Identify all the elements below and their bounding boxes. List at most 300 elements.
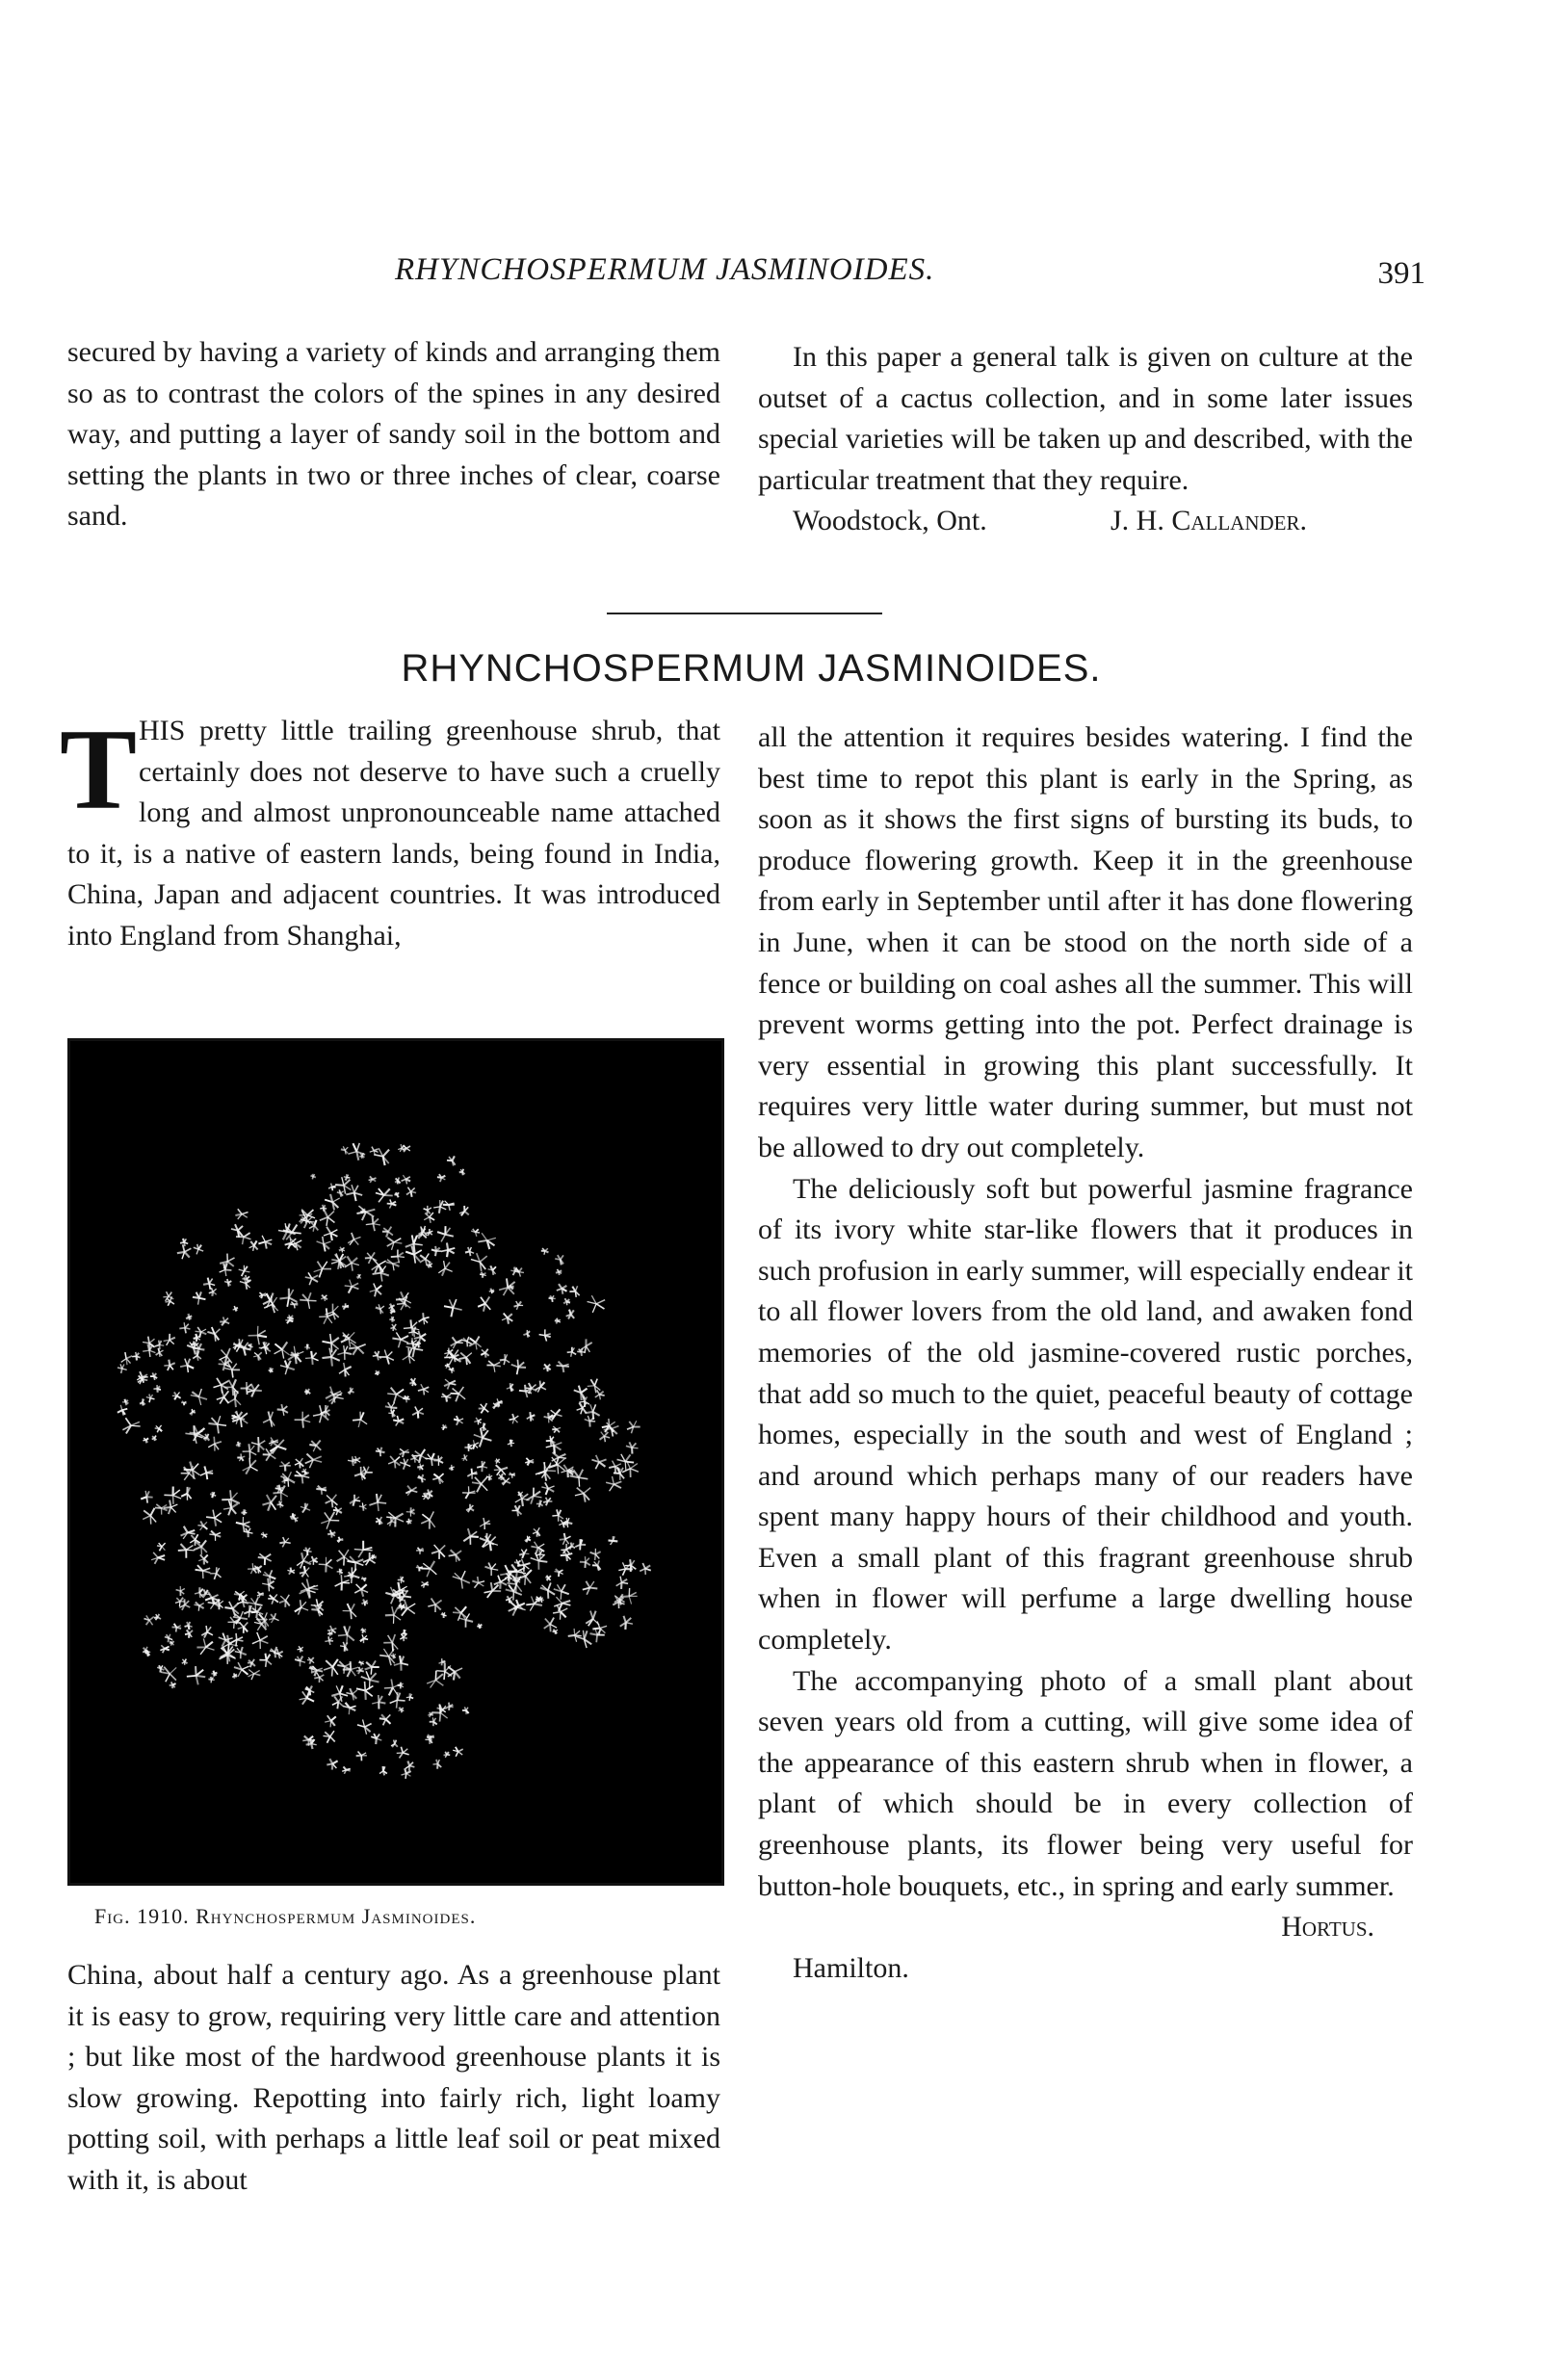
flower-speck xyxy=(606,1476,621,1491)
flower-speck xyxy=(201,1626,213,1638)
article-author: Hortus. xyxy=(1281,1911,1374,1944)
flower-speck xyxy=(241,1382,253,1395)
running-title: RHYNCHOSPERMUM JASMINOIDES. xyxy=(395,252,935,287)
flower-speck xyxy=(510,1414,519,1423)
flower-speck xyxy=(307,1657,314,1664)
flower-speck xyxy=(431,1545,445,1559)
flower-speck xyxy=(480,1272,486,1278)
flower-speck xyxy=(543,1498,552,1506)
flower-speck xyxy=(586,1404,600,1420)
flower-speck xyxy=(324,1659,338,1677)
flower-speck xyxy=(239,1265,250,1276)
flower-speck xyxy=(494,1465,508,1475)
flower-speck xyxy=(333,1507,342,1515)
flower-speck xyxy=(553,1630,558,1634)
flower-speck xyxy=(350,1495,360,1506)
flower-speck xyxy=(431,1246,441,1256)
flower-speck xyxy=(394,1192,399,1197)
flower-speck xyxy=(461,1454,467,1460)
flower-speck xyxy=(444,1299,462,1317)
flower-speck xyxy=(541,1482,554,1495)
flower-speck xyxy=(353,1412,367,1427)
flower-speck xyxy=(489,1289,494,1293)
flower-speck xyxy=(277,1501,284,1508)
flower-speck xyxy=(458,1353,471,1366)
flower-speck xyxy=(622,1461,639,1477)
flower-speck xyxy=(459,1206,469,1215)
flower-speck xyxy=(304,1389,310,1395)
flower-speck xyxy=(608,1536,617,1545)
flower-speck xyxy=(300,1690,314,1704)
flower-speck xyxy=(484,1582,502,1598)
article-opening-paragraph xyxy=(59,705,720,957)
flower-speck xyxy=(194,1602,203,1610)
flower-speck xyxy=(269,1613,278,1623)
flower-speck xyxy=(236,1517,250,1531)
flower-speck xyxy=(155,1425,162,1432)
flower-speck xyxy=(196,1565,211,1578)
flower-speck xyxy=(224,1279,231,1287)
flower-speck xyxy=(375,1370,379,1375)
flower-speck xyxy=(339,1363,352,1377)
flower-speck xyxy=(356,1682,373,1700)
flower-speck xyxy=(424,1206,431,1214)
flower-speck xyxy=(181,1487,192,1500)
flower-speck xyxy=(371,1734,381,1744)
flower-speck xyxy=(417,1464,424,1471)
flower-speck xyxy=(179,1322,190,1333)
flower-speck xyxy=(157,1665,164,1672)
article-right-column xyxy=(758,717,1413,1989)
flower-speck xyxy=(207,1327,220,1342)
flower-speck xyxy=(459,1169,465,1175)
flower-speck xyxy=(471,1253,487,1271)
flower-speck xyxy=(446,1703,454,1710)
flower-speck xyxy=(391,1740,398,1748)
flower-speck xyxy=(421,1561,436,1577)
flower-speck xyxy=(160,1645,169,1653)
flower-speck xyxy=(359,1502,367,1510)
flower-speck xyxy=(444,1347,453,1356)
flower-speck xyxy=(477,1461,487,1472)
flower-speck xyxy=(342,1766,351,1773)
flower-speck xyxy=(427,1262,432,1267)
flower-speck xyxy=(328,1184,336,1191)
flower-speck xyxy=(295,1657,305,1667)
flower-speck xyxy=(295,1458,303,1468)
flower-speck xyxy=(164,1334,175,1345)
flower-speck xyxy=(431,1704,447,1721)
flower-speck xyxy=(590,1549,601,1560)
flower-speck xyxy=(242,1509,248,1515)
flower-speck xyxy=(591,1455,606,1469)
previous-article-author: J. H. Callander. xyxy=(1111,505,1308,537)
flower-speck xyxy=(178,1544,195,1558)
flower-speck xyxy=(323,1731,334,1743)
flower-speck xyxy=(458,1613,473,1627)
flower-speck xyxy=(388,1456,400,1468)
previous-article-signature xyxy=(758,501,1413,542)
flower-speck xyxy=(194,1244,203,1255)
flower-speck xyxy=(243,1458,258,1474)
flower-speck xyxy=(150,1372,157,1379)
flower-speck xyxy=(309,1440,321,1451)
flower-speck xyxy=(405,1761,415,1771)
flower-speck xyxy=(237,1453,245,1461)
flower-speck xyxy=(386,1260,400,1271)
flower-speck xyxy=(399,1708,405,1712)
flower-speck xyxy=(219,1633,233,1647)
flower-speck xyxy=(400,1448,409,1457)
flower-speck xyxy=(466,1504,474,1512)
flower-speck xyxy=(280,1472,295,1486)
flower-speck xyxy=(441,1394,451,1401)
flower-speck xyxy=(337,1550,352,1566)
flower-speck xyxy=(453,1747,463,1757)
flower-speck xyxy=(575,1488,590,1502)
flower-speck xyxy=(298,1646,303,1652)
flower-speck xyxy=(563,1298,570,1305)
flower-speck xyxy=(432,1760,441,1769)
flower-speck xyxy=(586,1611,599,1627)
flower-speck xyxy=(253,1352,262,1360)
flower-speck xyxy=(583,1581,598,1595)
flower-speck xyxy=(235,1647,247,1658)
flower-speck xyxy=(392,1332,408,1347)
flower-speck xyxy=(258,1553,272,1565)
flower-speck xyxy=(257,1592,264,1598)
flower-speck xyxy=(580,1556,590,1568)
previous-article-place: Woodstock, Ont. xyxy=(793,505,987,537)
flower-speck xyxy=(486,1361,500,1372)
flower-speck xyxy=(508,1440,514,1447)
flower-speck xyxy=(282,1477,288,1484)
flower-speck xyxy=(209,1531,221,1541)
flower-speck xyxy=(220,1254,234,1269)
flower-speck xyxy=(502,1478,510,1485)
flower-speck xyxy=(290,1513,296,1519)
flower-speck xyxy=(321,1295,327,1301)
flower-speck xyxy=(541,1248,549,1255)
flower-speck xyxy=(390,1310,395,1315)
flower-speck xyxy=(324,1227,337,1240)
flower-speck xyxy=(361,1600,368,1606)
plant-photograph xyxy=(67,1038,724,1886)
flower-speck xyxy=(409,1378,416,1386)
flower-speck xyxy=(322,1348,339,1367)
flower-speck xyxy=(540,1582,555,1598)
flower-speck xyxy=(122,1399,128,1405)
flower-speck xyxy=(480,1518,490,1529)
flower-speck xyxy=(182,1659,188,1665)
flower-speck xyxy=(143,1508,156,1525)
flower-speck xyxy=(406,1187,416,1197)
flower-speck xyxy=(433,1200,446,1213)
article-place: Hamilton. xyxy=(793,1951,909,1984)
flower-speck xyxy=(370,1284,382,1297)
flower-speck xyxy=(185,1622,193,1630)
page-number: 391 xyxy=(1377,256,1425,291)
flower-speck xyxy=(416,1548,424,1554)
article-title: RHYNCHOSPERMUM JASMINOIDES. xyxy=(401,647,1102,690)
flower-speck xyxy=(244,1605,255,1618)
flower-speck xyxy=(279,1595,290,1607)
flower-speck xyxy=(208,1437,222,1451)
flower-speck xyxy=(575,1539,586,1550)
flower-speck xyxy=(153,1385,160,1393)
flower-speck xyxy=(424,1213,434,1223)
flower-speck xyxy=(251,1437,265,1452)
flower-speck xyxy=(214,1599,223,1609)
flower-speck xyxy=(349,1343,366,1355)
flower-speck xyxy=(585,1416,595,1426)
flower-speck xyxy=(231,1224,243,1237)
flower-speck xyxy=(447,1156,456,1165)
flower-speck xyxy=(164,1486,181,1503)
flower-speck xyxy=(406,1507,415,1516)
flower-speck xyxy=(290,1302,298,1309)
flower-speck xyxy=(391,1249,405,1263)
flower-speck xyxy=(193,1291,206,1304)
flower-speck xyxy=(305,1453,322,1468)
flower-speck xyxy=(176,1586,185,1596)
flower-speck xyxy=(441,1424,447,1430)
flower-speck xyxy=(543,1364,551,1371)
flower-speck xyxy=(280,1361,295,1375)
flower-speck xyxy=(279,1462,291,1472)
flower-speck xyxy=(369,1494,386,1511)
flower-speck xyxy=(389,1317,395,1322)
flower-speck xyxy=(561,1550,572,1561)
flower-speck xyxy=(332,1696,344,1709)
flower-speck xyxy=(217,1390,229,1404)
flower-speck xyxy=(616,1577,628,1589)
flower-speck xyxy=(346,1185,362,1201)
flower-speck xyxy=(236,1442,241,1448)
flower-speck xyxy=(481,1349,488,1358)
flower-speck xyxy=(454,1416,463,1425)
flower-speck xyxy=(343,1604,356,1619)
previous-article-paragraph-right: In this paper a general talk is given on culture at the outset of a cactus collection, and in some later issues special varieties will be taken up and described, with the particular treatment that they require. xyxy=(758,341,1413,496)
flower-speck xyxy=(592,1560,601,1570)
flower-speck xyxy=(479,1403,489,1413)
flower-speck xyxy=(555,1569,563,1577)
flower-speck xyxy=(474,1418,481,1424)
flower-speck xyxy=(400,1459,410,1470)
flower-speck xyxy=(259,1654,272,1667)
flower-speck xyxy=(317,1237,331,1252)
flower-speck xyxy=(569,1286,579,1297)
flower-speck xyxy=(369,1176,377,1182)
flower-speck xyxy=(262,1578,274,1592)
flower-speck xyxy=(478,1233,496,1249)
previous-article-paragraph-left: secured by having a variety of kinds and arranging them so as to contrast the colors of the spines in any desired way, and putting a layer of sandy soil in the bottom and setting the plants in two or three inches of clear, coarse sand. xyxy=(67,336,720,533)
flower-speck xyxy=(379,1714,391,1725)
flower-speck xyxy=(208,1416,226,1433)
flower-speck xyxy=(155,1341,164,1350)
flower-speck xyxy=(398,1144,405,1152)
flower-speck xyxy=(319,1557,333,1573)
flower-speck xyxy=(220,1317,229,1325)
flower-speck xyxy=(421,1581,429,1587)
flower-speck xyxy=(464,1444,472,1451)
flower-speck xyxy=(444,1752,451,1758)
flower-speck xyxy=(122,1418,140,1433)
flower-speck xyxy=(345,1280,359,1293)
flower-speck xyxy=(372,1695,385,1709)
flower-speck xyxy=(301,1469,306,1474)
flower-speck xyxy=(387,1199,397,1208)
flower-speck xyxy=(146,1395,155,1403)
previous-article-right-column xyxy=(758,337,1413,542)
flower-speck xyxy=(437,1174,445,1182)
flower-speck xyxy=(509,1473,515,1478)
flower-speck xyxy=(304,1344,309,1350)
flower-speck xyxy=(388,1410,395,1418)
flower-speck xyxy=(118,1405,127,1416)
flower-speck xyxy=(165,1634,172,1642)
flower-speck xyxy=(297,1552,311,1568)
flower-speck xyxy=(462,1486,476,1499)
flower-speck xyxy=(361,1671,379,1689)
flower-speck xyxy=(402,1175,411,1184)
flower-speck xyxy=(326,1495,338,1508)
flower-speck xyxy=(432,1474,443,1484)
flower-speck xyxy=(376,1517,382,1525)
flower-speck xyxy=(356,1751,367,1761)
flower-speck xyxy=(180,1359,194,1372)
flower-speck xyxy=(568,1629,582,1642)
flower-speck xyxy=(144,1615,153,1625)
article-signature xyxy=(758,1907,1413,1948)
flower-speck xyxy=(268,1594,278,1604)
flower-speck xyxy=(472,1577,484,1588)
flower-speck xyxy=(427,1671,443,1688)
flower-speck xyxy=(335,1575,350,1590)
flower-speck xyxy=(248,1670,261,1681)
flower-speck xyxy=(338,1626,354,1644)
flower-speck xyxy=(219,1348,231,1365)
flower-speck xyxy=(471,1229,480,1237)
flower-speck xyxy=(600,1432,611,1443)
flower-speck xyxy=(300,1292,316,1309)
flower-speck xyxy=(379,1766,387,1775)
article-left-column-bottom xyxy=(67,1955,720,2202)
flower-speck xyxy=(527,1412,536,1422)
flower-speck xyxy=(478,1296,490,1311)
flower-speck xyxy=(244,1528,253,1537)
flower-speck xyxy=(190,1425,206,1441)
flower-speck xyxy=(343,1703,355,1714)
flower-speck xyxy=(441,1612,447,1618)
flower-speck xyxy=(574,1386,588,1400)
flower-speck xyxy=(206,1510,222,1526)
flower-speck xyxy=(394,1656,408,1671)
flower-speck xyxy=(640,1563,651,1575)
flower-speck xyxy=(390,1324,396,1331)
flower-speck xyxy=(170,1682,176,1688)
section-divider xyxy=(607,613,882,614)
jasmine-flower-image xyxy=(70,1041,721,1883)
flower-speck xyxy=(211,1671,217,1677)
flower-speck xyxy=(197,1521,207,1529)
flower-speck xyxy=(374,1148,389,1165)
flower-speck xyxy=(203,1278,215,1290)
flower-speck xyxy=(406,1519,412,1525)
flower-speck xyxy=(559,1520,567,1527)
flower-speck xyxy=(337,1569,343,1575)
flower-speck xyxy=(325,1194,340,1210)
flower-speck xyxy=(305,1351,319,1365)
flower-speck xyxy=(186,1314,192,1320)
article-paragraph-2: The deliciously soft but powerful jasmine fragrance of its ivory white star-like flowers that it produces in such profusion in early summer, will especially endear it to all flower lovers from the old land, and awaken fond memories of the old jasmine-covered rustic porches, that add so much to the quiet, peaceful beauty of cottage homes, especially in the south and west of England ; and around which perhaps many of our readers have spent many happy hours of their childhood and youth. Even a small plant of this fragrant greenhouse shrub when in flower will perfume a large dwelling house completely. xyxy=(758,1172,1413,1657)
flower-speck xyxy=(588,1295,606,1313)
flower-speck xyxy=(626,1442,639,1453)
flower-speck xyxy=(495,1459,500,1464)
flower-speck xyxy=(451,1337,463,1348)
flower-speck xyxy=(552,1426,561,1433)
flower-speck xyxy=(449,1550,461,1562)
flower-speck xyxy=(327,1759,337,1769)
flower-speck xyxy=(269,1368,274,1372)
flower-speck xyxy=(445,1364,450,1369)
flower-speck xyxy=(557,1362,569,1372)
flower-speck xyxy=(418,1384,429,1395)
flower-speck xyxy=(310,1174,315,1179)
flower-speck xyxy=(337,1537,343,1543)
flower-speck xyxy=(132,1352,140,1361)
flower-speck xyxy=(463,1528,479,1545)
figure-caption: Fig. 1910. Rhynchospermum Jasminoides. xyxy=(94,1904,477,1928)
flower-speck xyxy=(164,1500,177,1515)
flower-speck xyxy=(301,1503,310,1513)
flower-speck xyxy=(376,1304,384,1314)
flower-speck xyxy=(274,1342,290,1358)
flower-speck xyxy=(500,1354,510,1365)
flower-speck xyxy=(187,1666,205,1684)
flower-speck xyxy=(348,1388,353,1395)
flower-speck xyxy=(358,1661,363,1666)
flower-speck xyxy=(151,1552,165,1564)
flower-speck xyxy=(406,1693,413,1701)
flower-speck xyxy=(258,1236,272,1249)
flower-speck xyxy=(360,1629,366,1633)
flower-speck xyxy=(451,1387,466,1401)
flower-speck xyxy=(140,1398,145,1405)
flower-speck xyxy=(232,1673,237,1678)
flower-speck xyxy=(191,1389,207,1405)
flower-speck xyxy=(441,1242,456,1257)
article-opening-text: HIS pretty little trailing greenhouse shrub, that certainly does not deserve to have such a cruelly long and almost unpronounceable name attached to it, is a native of eastern lands, being found in India, China, Japan and adjacent countries. It was introduced into England from Shanghai, xyxy=(67,715,720,952)
flower-speck xyxy=(235,1209,248,1219)
flower-speck xyxy=(511,1360,526,1375)
flower-speck xyxy=(172,1624,182,1632)
flower-speck xyxy=(248,1326,267,1344)
flower-speck xyxy=(361,1577,366,1581)
flower-speck xyxy=(238,1622,248,1632)
flower-speck xyxy=(449,1368,455,1373)
flower-speck xyxy=(379,1649,395,1665)
flower-speck xyxy=(200,1466,213,1479)
flower-speck xyxy=(397,1747,409,1759)
flower-speck xyxy=(325,1715,336,1727)
flower-speck xyxy=(511,1505,521,1516)
flower-speck xyxy=(539,1329,551,1341)
flower-speck xyxy=(627,1421,640,1433)
flower-speck xyxy=(224,1602,238,1616)
flower-speck xyxy=(555,1318,561,1324)
flower-speck xyxy=(484,1563,498,1577)
